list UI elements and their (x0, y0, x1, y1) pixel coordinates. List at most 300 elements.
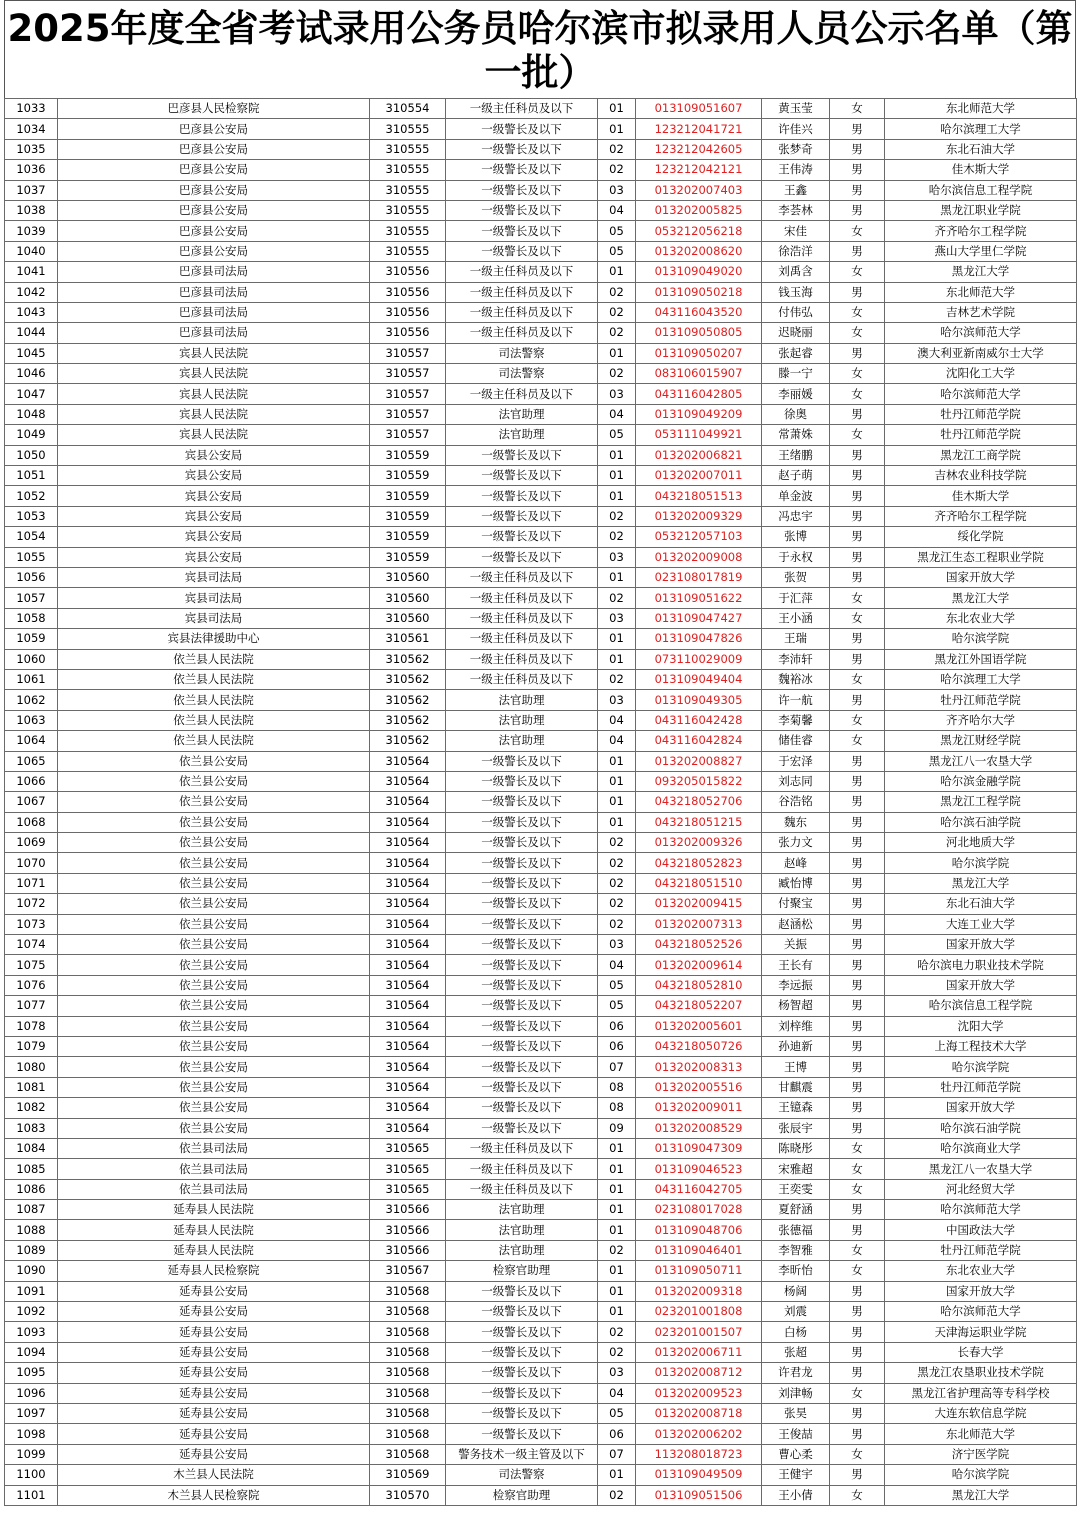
gender-cell: 男 (830, 1036, 885, 1056)
exam-number-cell: 013109050218 (636, 282, 762, 302)
position-sub-code-cell: 05 (598, 975, 636, 995)
table-row (5, 1077, 1077, 1097)
position-code-cell: 310560 (370, 608, 446, 628)
serial-number-cell: 1052 (5, 486, 58, 506)
position-sub-code-cell: 01 (598, 1465, 636, 1485)
position-name-cell: 一级警长及以下 (446, 139, 598, 159)
position-code-cell: 310559 (370, 547, 446, 567)
table-row (5, 262, 1077, 282)
position-name-cell: 一级警长及以下 (446, 1016, 598, 1036)
serial-number-cell: 1044 (5, 323, 58, 343)
position-name-cell: 一级主任科员及以下 (446, 99, 598, 119)
exam-number-cell: 013109051607 (636, 99, 762, 119)
employer-cell: 宾县司法局 (58, 608, 370, 628)
university-cell: 绥化学院 (885, 527, 1077, 547)
name-cell: 张辰宇 (762, 1118, 830, 1138)
gender-cell: 男 (830, 466, 885, 486)
employer-cell: 宾县法律援助中心 (58, 629, 370, 649)
university-cell: 佳木斯大学 (885, 486, 1077, 506)
position-name-cell: 司法警察 (446, 1465, 598, 1485)
name-cell: 付聚宝 (762, 894, 830, 914)
gender-cell: 女 (830, 1240, 885, 1260)
exam-number-cell: 053111049921 (636, 425, 762, 445)
position-code-cell: 310555 (370, 200, 446, 220)
university-cell: 国家开放大学 (885, 935, 1077, 955)
gender-cell: 男 (830, 935, 885, 955)
serial-number-cell: 1085 (5, 1159, 58, 1179)
employer-cell: 依兰县公安局 (58, 1098, 370, 1118)
exam-number-cell: 043218051513 (636, 486, 762, 506)
position-name-cell: 一级警长及以下 (446, 1404, 598, 1424)
employer-cell: 宾县公安局 (58, 486, 370, 506)
employer-cell: 巴彦县公安局 (58, 160, 370, 180)
position-name-cell: 一级主任科员及以下 (446, 608, 598, 628)
table-row (5, 1281, 1077, 1301)
exam-number-cell: 013202009318 (636, 1281, 762, 1301)
exam-number-cell: 013109047427 (636, 608, 762, 628)
serial-number-cell: 1086 (5, 1179, 58, 1199)
exam-number-cell: 013202009523 (636, 1383, 762, 1403)
table-row (5, 731, 1077, 751)
gender-cell: 男 (830, 853, 885, 873)
exam-number-cell: 013109046401 (636, 1240, 762, 1260)
employer-cell: 巴彦县公安局 (58, 221, 370, 241)
employer-cell: 宾县人民法院 (58, 364, 370, 384)
exam-number-cell: 043218050726 (636, 1036, 762, 1056)
name-cell: 李荟林 (762, 200, 830, 220)
position-sub-code-cell: 03 (598, 690, 636, 710)
employer-cell: 依兰县司法局 (58, 1138, 370, 1158)
name-cell: 迟晓丽 (762, 323, 830, 343)
serial-number-cell: 1071 (5, 873, 58, 893)
name-cell: 徐浩洋 (762, 241, 830, 261)
university-cell: 哈尔滨理工大学 (885, 669, 1077, 689)
gender-cell: 女 (830, 669, 885, 689)
position-name-cell: 一级主任科员及以下 (446, 649, 598, 669)
serial-number-cell: 1070 (5, 853, 58, 873)
position-sub-code-cell: 01 (598, 262, 636, 282)
university-cell: 牡丹江师范学院 (885, 404, 1077, 424)
name-cell: 王长有 (762, 955, 830, 975)
university-cell: 黑龙江八一农垦大学 (885, 1159, 1077, 1179)
name-cell: 刘震 (762, 1302, 830, 1322)
university-cell: 哈尔滨学院 (885, 629, 1077, 649)
exam-number-cell: 013202009329 (636, 506, 762, 526)
exam-number-cell: 043116043520 (636, 302, 762, 322)
serial-number-cell: 1059 (5, 629, 58, 649)
employer-cell: 延寿县公安局 (58, 1404, 370, 1424)
serial-number-cell: 1079 (5, 1036, 58, 1056)
table-row (5, 282, 1077, 302)
position-sub-code-cell: 01 (598, 466, 636, 486)
name-cell: 赵子萌 (762, 466, 830, 486)
serial-number-cell: 1046 (5, 364, 58, 384)
exam-number-cell: 013202008313 (636, 1057, 762, 1077)
serial-number-cell: 1075 (5, 955, 58, 975)
position-sub-code-cell: 01 (598, 343, 636, 363)
university-cell: 牡丹江师范学院 (885, 1240, 1077, 1260)
table-row (5, 914, 1077, 934)
serial-number-cell: 1080 (5, 1057, 58, 1077)
position-name-cell: 检察官助理 (446, 1261, 598, 1281)
gender-cell: 男 (830, 1363, 885, 1383)
table-row (5, 567, 1077, 587)
position-name-cell: 法官助理 (446, 425, 598, 445)
position-code-cell: 310564 (370, 1077, 446, 1097)
position-name-cell: 一级警长及以下 (446, 1342, 598, 1362)
name-cell: 张超 (762, 1342, 830, 1362)
exam-number-cell: 083106015907 (636, 364, 762, 384)
position-name-cell: 一级警长及以下 (446, 506, 598, 526)
gender-cell: 女 (830, 588, 885, 608)
university-cell: 黑龙江财经学院 (885, 731, 1077, 751)
gender-cell: 男 (830, 996, 885, 1016)
employer-cell: 延寿县人民法院 (58, 1220, 370, 1240)
position-name-cell: 一级警长及以下 (446, 1098, 598, 1118)
position-name-cell: 一级主任科员及以下 (446, 567, 598, 587)
university-cell: 东北石油大学 (885, 139, 1077, 159)
position-code-cell: 310562 (370, 710, 446, 730)
employer-cell: 依兰县公安局 (58, 955, 370, 975)
name-cell: 常萧姝 (762, 425, 830, 445)
table-row (5, 853, 1077, 873)
position-name-cell: 一级警长及以下 (446, 975, 598, 995)
gender-cell: 女 (830, 1179, 885, 1199)
gender-cell: 男 (830, 343, 885, 363)
gender-cell: 男 (830, 833, 885, 853)
exam-number-cell: 013202009614 (636, 955, 762, 975)
employer-cell: 依兰县公安局 (58, 1036, 370, 1056)
name-cell: 张力文 (762, 833, 830, 853)
university-cell: 国家开放大学 (885, 567, 1077, 587)
position-code-cell: 310565 (370, 1179, 446, 1199)
position-sub-code-cell: 07 (598, 1057, 636, 1077)
exam-number-cell: 023201001808 (636, 1302, 762, 1322)
exam-number-cell: 013202005825 (636, 200, 762, 220)
position-code-cell: 310568 (370, 1383, 446, 1403)
position-name-cell: 法官助理 (446, 1200, 598, 1220)
name-cell: 张梦奇 (762, 139, 830, 159)
table-row (5, 1261, 1077, 1281)
position-code-cell: 310568 (370, 1424, 446, 1444)
position-name-cell: 司法警察 (446, 343, 598, 363)
exam-number-cell: 123212042605 (636, 139, 762, 159)
name-cell: 王健宇 (762, 1465, 830, 1485)
university-cell: 国家开放大学 (885, 975, 1077, 995)
name-cell: 于汇萍 (762, 588, 830, 608)
name-cell: 张博 (762, 527, 830, 547)
position-sub-code-cell: 04 (598, 404, 636, 424)
serial-number-cell: 1057 (5, 588, 58, 608)
exam-number-cell: 013202006202 (636, 1424, 762, 1444)
table-row (5, 527, 1077, 547)
position-sub-code-cell: 02 (598, 833, 636, 853)
name-cell: 张起睿 (762, 343, 830, 363)
table-row (5, 1383, 1077, 1403)
exam-number-cell: 013109051506 (636, 1485, 762, 1505)
exam-number-cell: 053212057103 (636, 527, 762, 547)
exam-number-cell: 043116042705 (636, 1179, 762, 1199)
position-code-cell: 310557 (370, 343, 446, 363)
table-row (5, 1016, 1077, 1036)
university-cell: 牡丹江师范学院 (885, 1077, 1077, 1097)
university-cell: 河北经贸大学 (885, 1179, 1077, 1199)
gender-cell: 女 (830, 99, 885, 119)
exam-number-cell: 013109049305 (636, 690, 762, 710)
employer-cell: 依兰县司法局 (58, 1179, 370, 1199)
gender-cell: 男 (830, 649, 885, 669)
gender-cell: 女 (830, 1159, 885, 1179)
position-name-cell: 一级主任科员及以下 (446, 302, 598, 322)
position-name-cell: 一级警长及以下 (446, 1118, 598, 1138)
table-row (5, 302, 1077, 322)
employer-cell: 宾县公安局 (58, 527, 370, 547)
serial-number-cell: 1097 (5, 1404, 58, 1424)
position-code-cell: 310568 (370, 1363, 446, 1383)
university-cell: 长春大学 (885, 1342, 1077, 1362)
name-cell: 王鑫 (762, 180, 830, 200)
name-cell: 徐奥 (762, 404, 830, 424)
position-code-cell: 310568 (370, 1322, 446, 1342)
table-row (5, 771, 1077, 791)
employer-cell: 依兰县公安局 (58, 771, 370, 791)
university-cell: 沈阳化工大学 (885, 364, 1077, 384)
gender-cell: 男 (830, 894, 885, 914)
exam-number-cell: 013202008712 (636, 1363, 762, 1383)
exam-number-cell: 013202007011 (636, 466, 762, 486)
gender-cell: 男 (830, 1098, 885, 1118)
position-sub-code-cell: 02 (598, 160, 636, 180)
table-row (5, 1404, 1077, 1424)
university-cell: 东北师范大学 (885, 1424, 1077, 1444)
table-row (5, 200, 1077, 220)
position-code-cell: 310556 (370, 323, 446, 343)
position-code-cell: 310564 (370, 1057, 446, 1077)
position-sub-code-cell: 02 (598, 1322, 636, 1342)
position-sub-code-cell: 03 (598, 608, 636, 628)
table-row (5, 486, 1077, 506)
position-sub-code-cell: 02 (598, 506, 636, 526)
position-sub-code-cell: 01 (598, 445, 636, 465)
serial-number-cell: 1072 (5, 894, 58, 914)
employer-cell: 巴彦县公安局 (58, 200, 370, 220)
table-row (5, 873, 1077, 893)
university-cell: 澳大利亚新南威尔士大学 (885, 343, 1077, 363)
serial-number-cell: 1063 (5, 710, 58, 730)
serial-number-cell: 1045 (5, 343, 58, 363)
roster-table (4, 98, 1077, 1506)
employer-cell: 依兰县公安局 (58, 975, 370, 995)
position-sub-code-cell: 01 (598, 751, 636, 771)
gender-cell: 男 (830, 445, 885, 465)
employer-cell: 延寿县公安局 (58, 1322, 370, 1342)
name-cell: 臧怡博 (762, 873, 830, 893)
serial-number-cell: 1054 (5, 527, 58, 547)
position-name-cell: 一级警长及以下 (446, 466, 598, 486)
university-cell: 黑龙江八一农垦大学 (885, 751, 1077, 771)
position-code-cell: 310566 (370, 1220, 446, 1240)
gender-cell: 男 (830, 812, 885, 832)
exam-number-cell: 013109047309 (636, 1138, 762, 1158)
position-sub-code-cell: 05 (598, 241, 636, 261)
university-cell: 哈尔滨电力职业技术学院 (885, 955, 1077, 975)
serial-number-cell: 1068 (5, 812, 58, 832)
employer-cell: 延寿县公安局 (58, 1342, 370, 1362)
exam-number-cell: 113208018723 (636, 1444, 762, 1464)
employer-cell: 巴彦县司法局 (58, 282, 370, 302)
university-cell: 黑龙江大学 (885, 588, 1077, 608)
serial-number-cell: 1036 (5, 160, 58, 180)
position-sub-code-cell: 02 (598, 853, 636, 873)
serial-number-cell: 1095 (5, 1363, 58, 1383)
position-sub-code-cell: 01 (598, 1159, 636, 1179)
position-code-cell: 310555 (370, 180, 446, 200)
position-name-cell: 司法警察 (446, 364, 598, 384)
table-row (5, 833, 1077, 853)
table-row (5, 1485, 1077, 1505)
table-row (5, 1179, 1077, 1199)
serial-number-cell: 1096 (5, 1383, 58, 1403)
position-name-cell: 一级警长及以下 (446, 445, 598, 465)
employer-cell: 宾县公安局 (58, 445, 370, 465)
position-sub-code-cell: 04 (598, 710, 636, 730)
gender-cell: 女 (830, 608, 885, 628)
gender-cell: 男 (830, 1281, 885, 1301)
position-code-cell: 310564 (370, 792, 446, 812)
exam-number-cell: 013109049020 (636, 262, 762, 282)
position-name-cell: 一级警长及以下 (446, 792, 598, 812)
position-sub-code-cell: 06 (598, 1016, 636, 1036)
position-name-cell: 一级警长及以下 (446, 873, 598, 893)
table-row (5, 1118, 1077, 1138)
name-cell: 许佳兴 (762, 119, 830, 139)
position-sub-code-cell: 03 (598, 547, 636, 567)
exam-number-cell: 043218052823 (636, 853, 762, 873)
employer-cell: 依兰县公安局 (58, 873, 370, 893)
employer-cell: 宾县公安局 (58, 506, 370, 526)
roster-body (5, 99, 1077, 1506)
position-code-cell: 310566 (370, 1200, 446, 1220)
gender-cell: 男 (830, 1342, 885, 1362)
university-cell: 燕山大学里仁学院 (885, 241, 1077, 261)
position-sub-code-cell: 05 (598, 221, 636, 241)
position-code-cell: 310564 (370, 914, 446, 934)
employer-cell: 巴彦县司法局 (58, 302, 370, 322)
university-cell: 黑龙江大学 (885, 262, 1077, 282)
serial-number-cell: 1047 (5, 384, 58, 404)
gender-cell: 男 (830, 527, 885, 547)
position-name-cell: 一级警长及以下 (446, 833, 598, 853)
position-sub-code-cell: 01 (598, 629, 636, 649)
exam-number-cell: 043218052207 (636, 996, 762, 1016)
table-row (5, 1138, 1077, 1158)
position-sub-code-cell: 02 (598, 669, 636, 689)
serial-number-cell: 1048 (5, 404, 58, 424)
table-row (5, 894, 1077, 914)
position-code-cell: 310559 (370, 486, 446, 506)
employer-cell: 巴彦县人民检察院 (58, 99, 370, 119)
position-code-cell: 310559 (370, 445, 446, 465)
name-cell: 王镱森 (762, 1098, 830, 1118)
position-code-cell: 310562 (370, 649, 446, 669)
table-row (5, 180, 1077, 200)
position-name-cell: 一级警长及以下 (446, 1424, 598, 1444)
exam-number-cell: 043218052706 (636, 792, 762, 812)
position-code-cell: 310564 (370, 975, 446, 995)
employer-cell: 延寿县公安局 (58, 1383, 370, 1403)
university-cell: 哈尔滨理工大学 (885, 119, 1077, 139)
university-cell: 黑龙江省护理高等专科学校 (885, 1383, 1077, 1403)
name-cell: 杨阔 (762, 1281, 830, 1301)
gender-cell: 男 (830, 160, 885, 180)
position-sub-code-cell: 04 (598, 731, 636, 751)
university-cell: 国家开放大学 (885, 1281, 1077, 1301)
position-code-cell: 310562 (370, 669, 446, 689)
position-code-cell: 310564 (370, 996, 446, 1016)
university-cell: 佳木斯大学 (885, 160, 1077, 180)
gender-cell: 男 (830, 955, 885, 975)
position-sub-code-cell: 02 (598, 323, 636, 343)
position-name-cell: 一级警长及以下 (446, 527, 598, 547)
employer-cell: 依兰县公安局 (58, 751, 370, 771)
position-sub-code-cell: 03 (598, 180, 636, 200)
name-cell: 王小倩 (762, 1485, 830, 1505)
position-name-cell: 一级警长及以下 (446, 1383, 598, 1403)
gender-cell: 男 (830, 1322, 885, 1342)
name-cell: 许君龙 (762, 1363, 830, 1383)
position-name-cell: 一级警长及以下 (446, 160, 598, 180)
serial-number-cell: 1081 (5, 1077, 58, 1097)
position-sub-code-cell: 01 (598, 1220, 636, 1240)
university-cell: 东北师范大学 (885, 282, 1077, 302)
table-row (5, 139, 1077, 159)
gender-cell: 男 (830, 241, 885, 261)
employer-cell: 依兰县公安局 (58, 894, 370, 914)
gender-cell: 女 (830, 384, 885, 404)
table-row (5, 547, 1077, 567)
table-row (5, 792, 1077, 812)
position-code-cell: 310564 (370, 873, 446, 893)
university-cell: 东北农业大学 (885, 1261, 1077, 1281)
employer-cell: 木兰县人民法院 (58, 1465, 370, 1485)
serial-number-cell: 1089 (5, 1240, 58, 1260)
serial-number-cell: 1064 (5, 731, 58, 751)
table-row (5, 1322, 1077, 1342)
exam-number-cell: 013202006821 (636, 445, 762, 465)
serial-number-cell: 1053 (5, 506, 58, 526)
gender-cell: 男 (830, 1465, 885, 1485)
exam-number-cell: 013202005601 (636, 1016, 762, 1036)
serial-number-cell: 1098 (5, 1424, 58, 1444)
employer-cell: 巴彦县公安局 (58, 241, 370, 261)
table-row (5, 1098, 1077, 1118)
position-code-cell: 310568 (370, 1444, 446, 1464)
name-cell: 王伟涛 (762, 160, 830, 180)
serial-number-cell: 1035 (5, 139, 58, 159)
gender-cell: 女 (830, 1485, 885, 1505)
gender-cell: 男 (830, 771, 885, 791)
serial-number-cell: 1083 (5, 1118, 58, 1138)
university-cell: 黑龙江农垦职业技术学院 (885, 1363, 1077, 1383)
position-sub-code-cell: 02 (598, 527, 636, 547)
serial-number-cell: 1040 (5, 241, 58, 261)
serial-number-cell: 1043 (5, 302, 58, 322)
position-name-cell: 一级警长及以下 (446, 771, 598, 791)
position-code-cell: 310555 (370, 119, 446, 139)
position-name-cell: 法官助理 (446, 731, 598, 751)
employer-cell: 延寿县公安局 (58, 1363, 370, 1383)
position-code-cell: 310557 (370, 364, 446, 384)
